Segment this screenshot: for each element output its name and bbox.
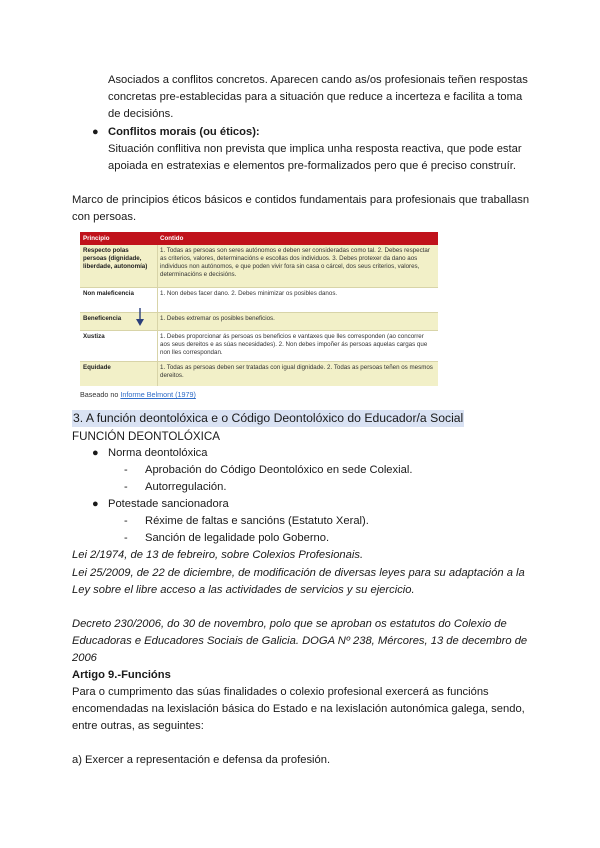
table-header-principle: Principio (83, 235, 110, 242)
table-caption (80, 390, 196, 400)
article-line-2: encomendadas na lexislación básica do Estado e na lexislación autonómica galega, sendo, (72, 703, 525, 715)
belmont-link[interactable]: Informe Belmont (1979) (120, 390, 196, 399)
dash-icon: - (124, 515, 128, 527)
subheading: FUNCIÓN DEONTOLÓXICA (72, 430, 220, 443)
table-cell-principle: Non maleficencia (83, 290, 134, 297)
dash-icon: - (124, 481, 128, 493)
subitem-autorregulacion: Autorregulación. (145, 481, 227, 493)
table-row (80, 313, 438, 330)
dash-icon: - (124, 464, 128, 476)
decree-line-3: 2006 (72, 652, 97, 664)
table-row (80, 288, 438, 312)
subitem-rexime: Réxime de faltas e sancións (Estatuto Xeral). (145, 515, 369, 527)
table-cell-principle: Xustiza (83, 333, 105, 340)
table-cell-principle: Equidade (83, 364, 111, 371)
caption-prefix: Baseado no (80, 390, 119, 399)
table-row (80, 245, 438, 287)
section-heading: 3. A función deontolóxica e o Código Deontolóxico do Educador/a Social (73, 411, 464, 425)
table-cell-content: 1. Debes proporcionar ás persoas os beneficios e vantaxes que lles corresponden (ao concorrer aos seus dereitos e as súas necesidades). 2. Non debes impoñer ás persoas aquelas cargas que non lles correspondan. (160, 333, 428, 356)
article-item-a: a) Exercer a representación e defensa da profesión. (72, 754, 331, 766)
bullet-potestade: Potestade sancionadora (108, 498, 229, 510)
bullet-icon: ● (92, 447, 99, 459)
table-cell-principle: Beneficencia (83, 315, 122, 322)
table-cell-principle: Respecto polas persoas (dignidade, liberdade, autonomía) (83, 247, 148, 270)
table-cell-content: 1. Debes extremar os posibles beneficios. (160, 315, 275, 322)
bullet-icon: ● (92, 126, 99, 138)
table-header-content: Contido (160, 235, 184, 242)
table-cell-content: 1. Todas as persoas son seres autónomos e deben ser consideradas como tal. 2. Debes respectar as criterios, valores, determinacións e escollas dos individuos. 3. Debes protexer da dano aos individuos non autónomos, e que poden vivir fora sin casa o cárcel, dos seus criterios, valores, determinacións e decisións. (160, 247, 430, 278)
body-line-2: concretas pre-establecidas para a situación que reduce a incerteza e facilita a toma (108, 91, 523, 103)
body-line-5: Situación conflitiva non prevista que implica unha resposta reactiva, que pode estar (108, 143, 522, 155)
table-cell-content: 1. Non debes facer dano. 2. Debes minimizar os posibles danos. (160, 290, 338, 297)
table-header (80, 232, 438, 245)
table-row (80, 331, 438, 361)
table-row (80, 362, 438, 386)
body-line-6: apoiada en estratexias e elementos pre-formalizados pero que é preciso construír. (108, 160, 516, 172)
article-title: Artigo 9.-Funcións (72, 669, 171, 681)
bullet-heading-conflitos-morais: Conflitos morais (ou éticos): (108, 126, 260, 138)
table-column-divider (157, 245, 158, 386)
subitem-aprobacion: Aprobación do Código Deontolóxico en sede Colexial. (145, 464, 413, 476)
bullet-norma: Norma deontolóxica (108, 447, 208, 459)
decree-line-2: Educadoras e Educadores Sociais de Galicia. DOGA Nº 238, Mércores, 13 de decembro de (72, 635, 528, 647)
article-line-3: entre outras, as seguintes: (72, 720, 204, 732)
article-line-1: Para o cumprimento das súas finalidades o colexio profesional exercerá as funcións (72, 686, 489, 698)
subitem-sancion: Sanción de legalidade polo Goberno. (145, 532, 330, 544)
table-cell-content: 1. Todas as persoas deben ser tratadas con igual dignidade. 2. Todas as persoas teñen os mesmos dereitos. (160, 364, 433, 379)
dash-icon: - (124, 532, 128, 544)
paragraph-marco-line-2: con persoas. (72, 211, 137, 223)
bullet-icon: ● (92, 498, 99, 510)
body-line-3: de decisións. (108, 108, 174, 120)
principles-table (80, 232, 438, 386)
paragraph-marco-line-1: Marco de principios éticos básicos e contidos fundamentais para profesionais que traballasn (72, 194, 530, 206)
law-line-1: Lei 2/1974, de 13 de febreiro, sobre Colexios Profesionais. (72, 549, 364, 561)
law-line-2: Lei 25/2009, de 22 de diciembre, de modificación de diversas leyes para su adaptación a la (72, 567, 525, 579)
arrow-down-icon (136, 308, 144, 326)
decree-line-1: Decreto 230/2006, do 30 de novembro, polo que se aproban os estatutos do Colexio de (72, 618, 507, 630)
body-line-1: Asociados a conflitos concretos. Aparecen cando as/os profesionais teñen respostas (108, 74, 528, 86)
law-line-3: Ley sobre el libre acceso a las actividades de servicios y su ejercicio. (72, 584, 415, 596)
